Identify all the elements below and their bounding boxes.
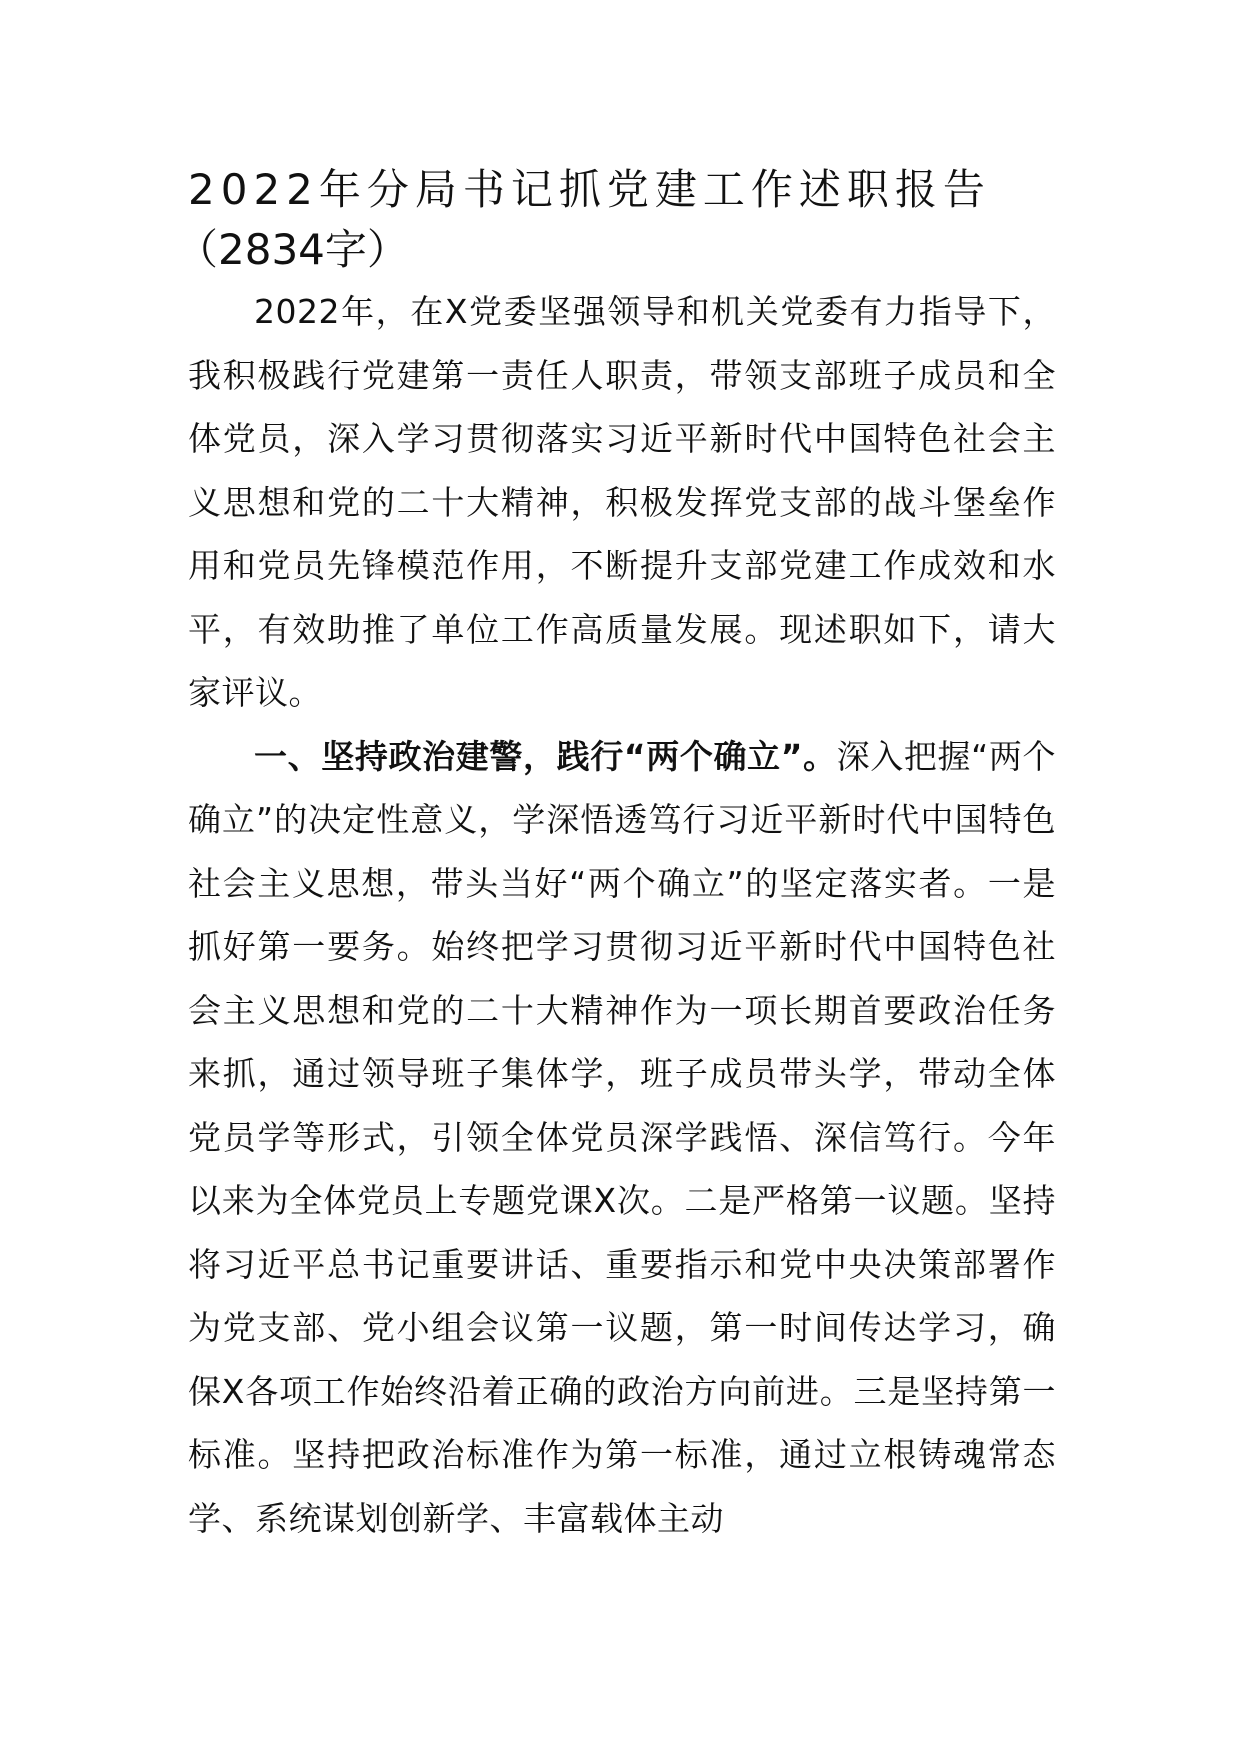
document-title: 2022年分局书记抓党建工作述职报告 (188, 165, 991, 214)
paragraph-section-1 (188, 725, 1056, 1551)
paragraph-intro (188, 280, 1056, 725)
document-body (176, 160, 1056, 1550)
document-word-count: （2834字） (176, 225, 409, 274)
paragraph-text: 2022年，在X党委坚强领导和机关党委有力指导下，我积极践行党建第一责任人职责，带领支部班子成员和全体党员，深入学习贯彻落实习近平新时代中国特色社会主义思想和党的二十大精神，积极发挥党支部的战斗堡垒作用和党员先锋模范作用，不断提升支部党建工作成效和水平，有效助推了单位工作高质量发展。现述职如下，请大家评议。 (188, 292, 1056, 712)
section-heading-1: 一、坚持政治建警，践行“两个确立”。 (254, 736, 837, 776)
paragraph-text: 深入把握“两个确立”的决定性意义，学深悟透笃行习近平新时代中国特色社会主义思想，带头当好“两个确立”的坚定落实者。一是抓好第一要务。始终把学习贯彻习近平新时代中国特色社会主义思想和党的二十大精神作为一项长期首要政治任务来抓，通过领导班子集体学，班子成员带头学，带动全体党员学等形式，引领全体党员深学践悟、深信笃行。今年以来为全体党员上专题党课X次。二是严格第一议题。坚持将习近平总书记重要讲话、重要指示和党中央决策部署作为党支部、党小组会议第一议题，第一时间传达学习，确保X各项工作始终沿着正确的政治方向前进。三是坚持第一标准。坚持把政治标准作为第一标准，通过立根铸魂常态学、系统谋划创新学、丰富载体主动 (188, 736, 1056, 1538)
